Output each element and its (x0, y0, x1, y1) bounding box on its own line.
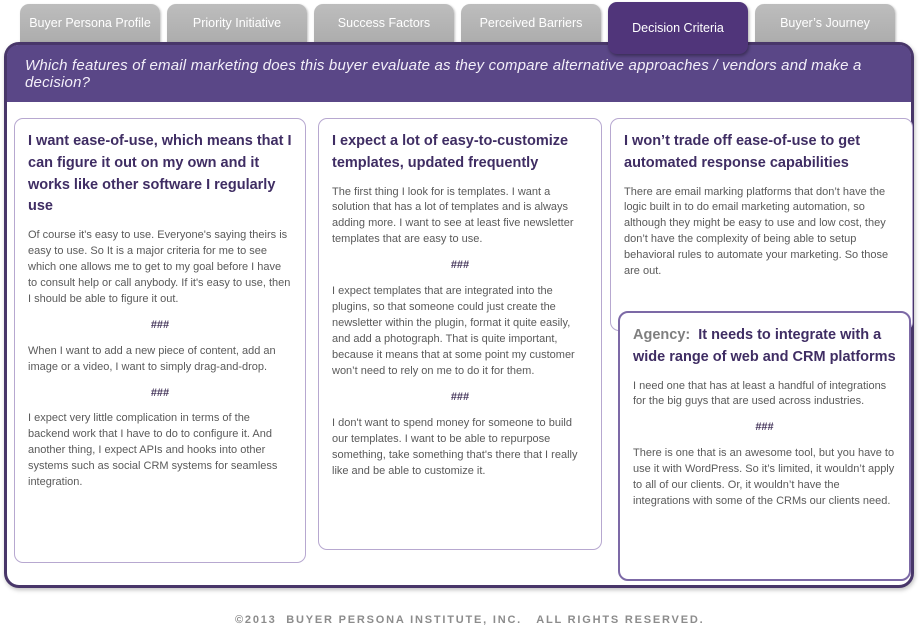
quote-card-agency-integration (618, 311, 911, 581)
quote-paragraph: There is one that is an awesome tool, but you have to use it with WordPress. So it’s limited, it wouldn’t apply to all of our clients. Or, it wouldn’t have the integrations with some of the CRMs our clients need. (633, 447, 895, 508)
quote-paragraph: I expect templates that are integrated into the plugins, so that someone could just create the newsletter within the plugin, format it quite easily, and add a photograph. That is quite important, because it means that at some point my customer won’t need to rely on me to do it for them. (332, 285, 575, 377)
tab-decision-criteria[interactable] (608, 2, 748, 54)
question-text: Which features of email marketing does this buyer evaluate as they compare alternative approaches / vendors and make a decision? (25, 56, 862, 91)
tab-label: Priority Initiative (192, 15, 282, 30)
card-title: I expect a lot of easy-to-customize templates, updated frequently (332, 133, 569, 171)
quote-paragraph: I need one that has at least a handful of integrations for the big guys that are used across industries. (633, 379, 887, 408)
tab-label: Buyer’s Journey (780, 15, 870, 30)
tab-label: Decision Criteria (632, 20, 724, 35)
quote-separator: ### (450, 390, 470, 403)
quote-card-ease-of-use (14, 118, 306, 563)
card-title-text: It needs to integrate with a wide range of web and CRM platforms (633, 327, 896, 365)
copyright-notice (0, 602, 920, 628)
quote-separator: ### (150, 318, 170, 331)
quote-paragraph: I don't want to spend money for someone to build our templates. I want to be able to repurpose something, take something that's there that I really like and be able to customize it. (332, 416, 578, 477)
quote-paragraph: There are email marking platforms that don’t have the logic built in to do email marketing automation, so although they might be easy to use and low cost, they don’t have the complexity of being able to setup behavioral rules to automate your marketing. So those are out. (624, 185, 889, 278)
agency-label: Agency: (633, 327, 691, 343)
tab-buyer-persona-profile[interactable] (20, 4, 160, 42)
tab-perceived-barriers[interactable] (461, 4, 601, 42)
card-title: I won’t trade off ease-of-use to get automated response capabilities (624, 133, 861, 171)
quote-separator: ### (150, 386, 170, 399)
tab-label: Success Factors (337, 15, 431, 30)
tab-success-factors[interactable] (314, 4, 454, 42)
copyright-text: ©2013 BUYER PERSONA INSTITUTE, INC. ALL RIGHTS RESERVED. (235, 614, 705, 626)
quote-paragraph: I expect very little complication in terms of the backend work that I have to do to configure it. And another thing, I expect APIs and hooks into other systems such as social CRM systems for seamless integration. (28, 412, 278, 489)
quote-paragraph: When I want to add a new piece of content, add an image or a video, I want to simply drag-and-drop. (28, 344, 276, 373)
quote-paragraph: Of course it's easy to use. Everyone's saying theirs is easy to use. So It is a major criteria for me to see which one allows me to get to my goal before I have to consult help or call anybody. If it's easy to use, then I should be able to figure it out. (28, 229, 291, 305)
card-title (633, 325, 896, 369)
quote-card-automation-tradeoff (610, 118, 913, 331)
quote-separator: ### (755, 421, 774, 434)
tab-label: Buyer Persona Profile (29, 15, 151, 30)
quote-separator: ### (450, 259, 470, 272)
card-title: I want ease-of-use, which means that I can figure it out on my own and it works like other software I regularly use (28, 133, 292, 215)
quote-paragraph: The first thing I look for is templates. I want a solution that has a lot of templates and is always adding more. I want to see at least five newsletter templates that are easy to use. (332, 185, 574, 246)
tab-priority-initiative[interactable] (167, 4, 307, 42)
tab-label: Perceived Barriers (479, 15, 583, 30)
quote-card-templates (318, 118, 602, 550)
question-banner (7, 45, 911, 102)
tab-buyers-journey[interactable] (755, 4, 895, 42)
